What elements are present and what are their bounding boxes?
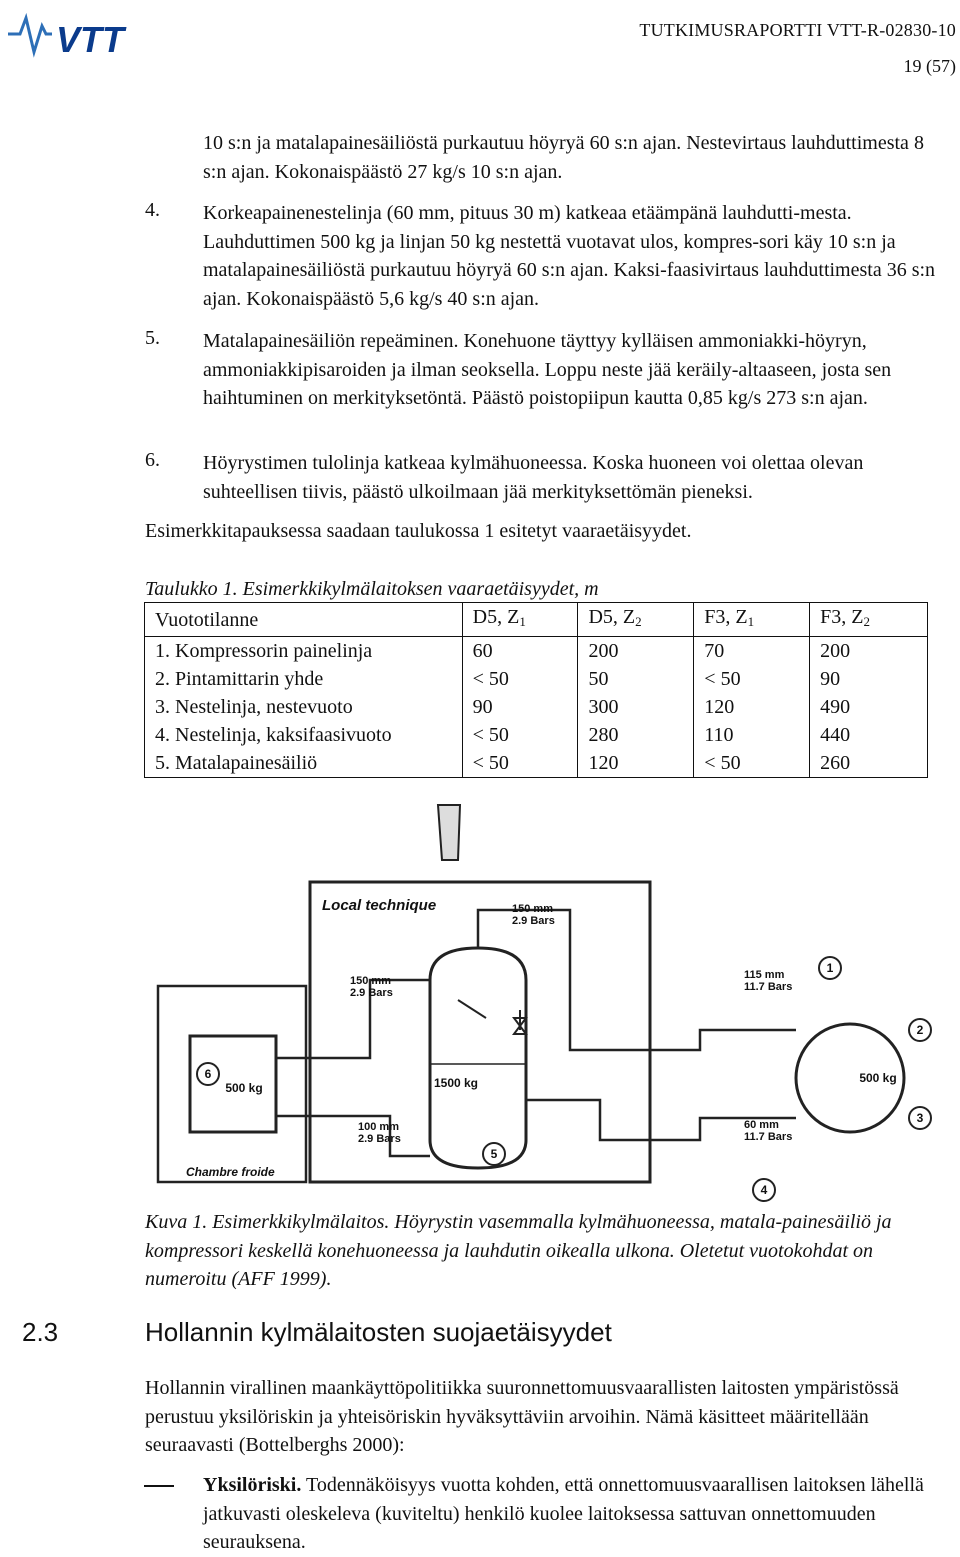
figure-caption: Kuva 1. Esimerkkikylmälaitos. Höyrystin vasemmalla kylmähuoneessa, matala-painesäiliö ja kompressori keskellä konehuoneessa ja lauhdutin oikealla ulkona. Oletetut vuotokohdat on numeroitu (AFF 1999).	[145, 1211, 892, 1290]
page-number: 19 (57)	[903, 56, 956, 76]
table-intro: Esimerkkitapauksessa saadaan taulukossa 1 esitetyt vaaraetäisyydet.	[145, 520, 692, 542]
table-row	[145, 721, 928, 749]
pipe-label: 150 mm	[512, 903, 553, 915]
refrigeration-plant-diagram	[140, 800, 950, 1205]
pipe-pressure: 2.9 Bars	[358, 1133, 401, 1145]
table-cell: 120	[578, 749, 694, 778]
leak-label: 1	[826, 961, 834, 975]
vessel-label: 500 kg	[225, 1081, 263, 1095]
list-number: 5.	[145, 327, 160, 349]
pipe-pressure: 11.7 Bars	[744, 981, 793, 993]
bullet-item	[203, 1471, 953, 1557]
list-item-4: Korkeapainenestelinja (60 mm, pituus 30 m) katkeaa etäämpänä lauhdutti-mesta. Lauhduttimen 500 kg ja linjan 50 kg nestettä vuotavat ulos, kompres-sori käy 10 s:n ja matalapainesäiliöstä purkautuu höyryä 60 s:n ajan. Kaksi-faasivirtaus lauhduttimesta 36 s:n ajan. Kokonaispäästö 5,6 kg/s 40 s:n ajan.	[203, 202, 936, 310]
table-cell: < 50	[694, 749, 810, 778]
pipe-pressure: 2.9 Bars	[512, 915, 555, 927]
pipe-label: 60 mm	[744, 1119, 779, 1131]
list-item-5: Matalapainesäiliön repeäminen. Konehuone täyttyy kylläisen ammoniakki-höyryn, ammoniakkipisaroiden ja ilman seoksella. Loppu neste jää keräily-altaaseen, josta sen haihtuminen on merkityksetöntä. Päästö poistopiipun kautta 0,85 kg/s 273 s:n ajan.	[203, 330, 892, 409]
column-header: Vuototilanne	[145, 603, 463, 637]
room-label: Chambre froide	[186, 1165, 275, 1179]
table-cell: 60	[462, 637, 578, 666]
table-row	[145, 665, 928, 693]
table-cell: 440	[810, 721, 928, 749]
table-cell: 90	[810, 665, 928, 693]
list-item-6: Höyrystimen tulolinja katkeaa kylmähuoneessa. Koska huoneen voi olettaa olevan suhteellisen tiivis, päästö ulkoilmaan jää merkityksettömän pieneksi.	[203, 452, 864, 503]
vessel-label: 1500 kg	[433, 1076, 479, 1090]
distance-table	[144, 602, 928, 778]
diagram-title: Local technique	[322, 897, 437, 914]
table-cell: 1. Kompressorin painelinja	[145, 637, 463, 666]
table-row	[145, 693, 928, 721]
pipe-pressure: 11.7 Bars	[744, 1131, 793, 1143]
pipe-label: 115 mm	[744, 969, 785, 981]
table-cell: 110	[694, 721, 810, 749]
bullet-text: Todennäköisyys vuotta kohden, että onnettomuusvaarallisen laitoksen lähellä jatkuvasti oleskeleva (kuviteltu) henkilö kuolee laitoksessa sattuvan onnettomuuden seurauksena.	[203, 1474, 924, 1553]
column-header: F3, $Z_2$	[810, 603, 928, 637]
separator-vessel	[430, 948, 526, 1168]
column-header: F3, $Z_1$	[694, 603, 810, 637]
table-row	[145, 637, 928, 666]
table-cell: 4. Nestelinja, kaksifaasivuoto	[145, 721, 463, 749]
pipe-pressure: 2.9 Bars	[350, 987, 393, 999]
report-id: TUTKIMUSRAPORTTI VTT-R-02830-10	[639, 20, 956, 40]
table-cell: 90	[462, 693, 578, 721]
leak-label: 2	[916, 1023, 924, 1037]
pipe-label: 100 mm	[358, 1121, 399, 1133]
table-cell: 260	[810, 749, 928, 778]
table-cell: 70	[694, 637, 810, 666]
table-cell: 2. Pintamittarin yhde	[145, 665, 463, 693]
table-cell: 300	[578, 693, 694, 721]
section-number: 2.3	[22, 1317, 59, 1347]
pipe-label: 150 mm	[350, 975, 391, 987]
list-number: 6.	[145, 449, 160, 471]
table-cell: 200	[810, 637, 928, 666]
vessel-label: 500 kg	[859, 1071, 897, 1085]
table-cell: 50	[578, 665, 694, 693]
table-caption: Taulukko 1. Esimerkkikylmälaitoksen vaaraetäisyydet, m	[145, 578, 599, 600]
table-cell: < 50	[462, 721, 578, 749]
column-header: D5, $Z_2$	[578, 603, 694, 637]
logo-text: VTT	[56, 19, 124, 60]
table-cell: 120	[694, 693, 810, 721]
leak-label: 5	[490, 1147, 498, 1161]
leak-label: 3	[916, 1111, 924, 1125]
bullet-term: Yksilöriski.	[203, 1474, 302, 1496]
paragraph: Hollannin virallinen maankäyttöpolitiikka suuronnettomuusvaarallisten laitosten ympäristössä perustuu yksilöriskin ja yhteisöriskin hyväksyttäviin arvoihin. Nämä käsitteet määritellään seuraavasti (Bottelberghs 2000):	[145, 1377, 899, 1456]
table-cell: < 50	[694, 665, 810, 693]
table-cell: < 50	[462, 665, 578, 693]
leak-label: 6	[204, 1067, 212, 1081]
vtt-logo	[6, 8, 156, 60]
table-row	[145, 749, 928, 778]
table-cell: < 50	[462, 749, 578, 778]
section-title: Hollannin kylmälaitosten suojaetäisyydet	[145, 1317, 612, 1347]
chimney	[438, 805, 460, 860]
table-cell: 3. Nestelinja, nestevuoto	[145, 693, 463, 721]
paragraph-continuation: 10 s:n ja matalapainesäiliöstä purkautuu höyryä 60 s:n ajan. Nestevirtaus lauhduttimesta 8 s:n ajan. Kokonaispäästö 27 kg/s 10 s:n ajan.	[203, 132, 924, 183]
leak-label: 4	[760, 1183, 768, 1197]
table-cell: 490	[810, 693, 928, 721]
table-header-row	[145, 603, 928, 637]
table-cell: 5. Matalapainesäiliö	[145, 749, 463, 778]
column-header: D5, $Z_1$	[462, 603, 578, 637]
table-cell: 280	[578, 721, 694, 749]
list-number: 4.	[145, 199, 160, 221]
table-cell: 200	[578, 637, 694, 666]
bullet-dash	[144, 1485, 174, 1487]
